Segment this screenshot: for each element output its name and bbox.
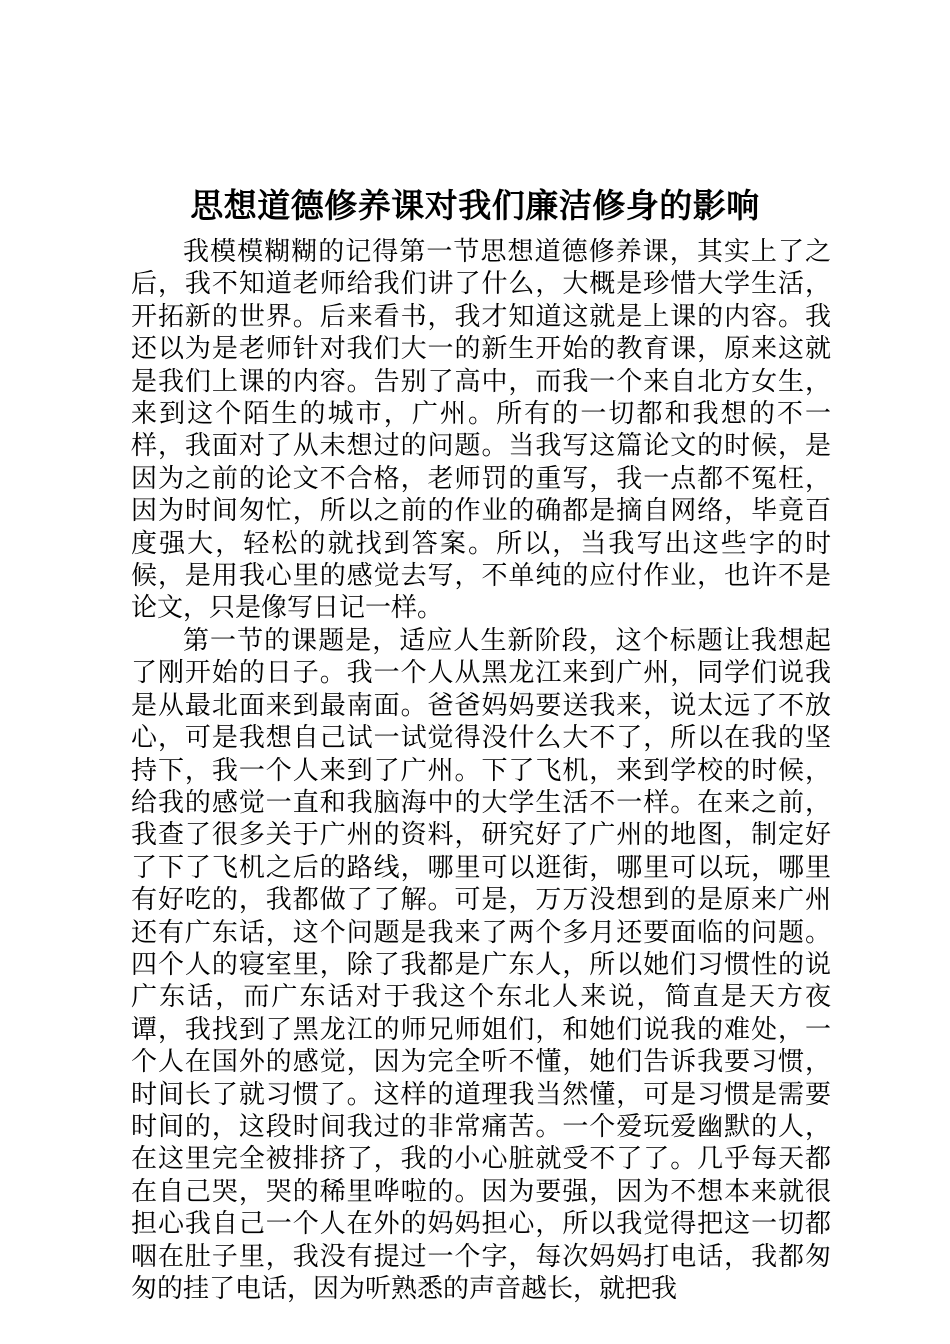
paragraph-1: 我模模糊糊的记得第一节思想道德修养课，其实上了之后，我不知道老师给我们讲了什么，大概是珍惜大学生活，开拓新的世界。后来看书，我才知道这就是上课的内容。我还以为是老师针对我们大一的新生开始的教育课，原来这就是我们上课的内容。告别了高中，而我一个来自北方女生，来到这个陌生的城市，广州。所有的一切都和我想的不一样，我面对了从未想过的问题。当我写这篇论文的时候，是因为之前的论文不合格，老师罚的重写，我一点都不冤枉，因为时间匆忙，所以之前的作业的确都是摘自网络，毕竟百度强大，轻松的就找到答案。所以，当我写出这些字的时候，是用我心里的感觉去写，不单纯的应付作业，也许不是论文，只是像写日记一样。	[131, 237, 831, 624]
document-title: 思想道德修养课对我们廉洁修身的影响	[190, 186, 760, 225]
paragraph-2: 第一节的课题是，适应人生新阶段，这个标题让我想起了刚开始的日子。我一个人从黑龙江来到广州，同学们说我是从最北面来到最南面。爸爸妈妈要送我来，说太远了不放心，可是我想自己试一试觉得没什么大不了，所以在我的坚持下，我一个人来到了广州。下了飞机，来到学校的时候，给我的感觉一直和我脑海中的大学生活不一样。在来之前，我查了很多关于广州的资料，研究好了广州的地图，制定好了下了飞机之后的路线，哪里可以逛街，哪里可以玩，哪里有好吃的，我都做了了解。可是，万万没想到的是原来广州还有广东话，这个问题是我来了两个多月还要面临的问题。四个人的寝室里，除了我都是广东人，所以她们习惯性的说广东话，而广东话对于我这个东北人来说，简直是天方夜谭，我找到了黑龙江的师兄师姐们，和她们说我的难处，一个人在国外的感觉，因为完全听不懂，她们告诉我要习惯，时间长了就习惯了。这样的道理我当然懂，可是习惯是需要时间的，这段时间我过的非常痛苦。一个爱玩爱幽默的人，在这里完全被排挤了，我的小心脏就受不了了。几乎每天都在自己哭，哭的稀里哗啦的。因为要强，因为不想本来就很担心我自己一个人在外的妈妈担心，所以我觉得把这一切都咽在肚子里，我没有提过一个字，每次妈妈打电话，我都匆匆的挂了电话，因为听熟悉的声音越长，就把我	[131, 625, 831, 1304]
document-body	[131, 236, 831, 1305]
